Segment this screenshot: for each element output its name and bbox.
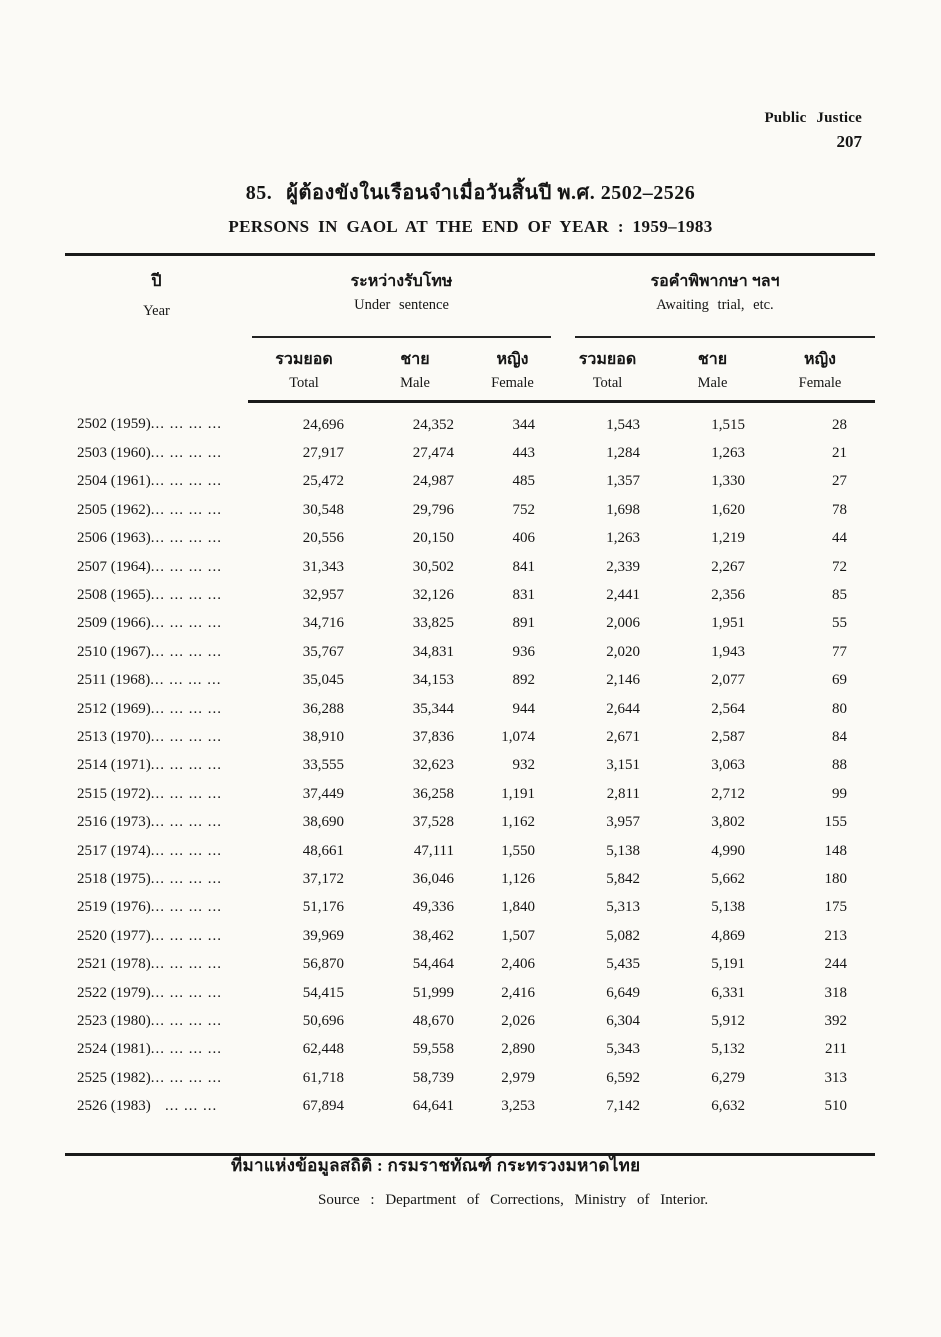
under-sentence-male-cell: 27,474 <box>412 444 454 461</box>
year-cell <box>65 1064 248 1092</box>
awaiting-trial-male-cell: 1,951 <box>711 615 745 632</box>
under-sentence-female-cell: 2,416 <box>501 984 535 1001</box>
table-row <box>65 695 875 723</box>
year-label: 2511 (1968) <box>77 672 151 689</box>
table-row <box>65 467 875 495</box>
awaiting-trial-female-cell: 28 <box>832 416 847 433</box>
subcolumn-header: ชาย Male <box>660 338 765 401</box>
year-label: 2509 (1966) <box>77 615 151 632</box>
awaiting-trial-female-cell: 84 <box>832 728 847 745</box>
table-row <box>65 581 875 609</box>
under-sentence-total-cell: 36,288 <box>302 700 344 717</box>
awaiting-trial-male-cell: 5,138 <box>711 899 745 916</box>
awaiting-trial-male-cell: 2,564 <box>711 700 745 717</box>
under-sentence-male-cell: 38,462 <box>412 927 454 944</box>
under-sentence-male-cell: 48,670 <box>412 1013 454 1030</box>
dot-leader: ... ... ... ... <box>150 984 222 1001</box>
year-label: 2506 (1963) <box>77 530 151 547</box>
awaiting-trial-total-cell: 2,671 <box>606 728 640 745</box>
year-cell <box>65 467 248 495</box>
dot-leader: ... ... ... ... <box>150 1069 222 1086</box>
awaiting-trial-female-cell: 318 <box>824 984 847 1001</box>
dot-leader: ... ... ... ... <box>150 871 222 887</box>
year-label: 2502 (1959) <box>77 415 151 432</box>
under-sentence-female-cell: 932 <box>512 757 535 774</box>
dot-leader: ... ... ... ... <box>150 899 222 916</box>
dot-leader: ... ... ... ... <box>150 444 222 461</box>
awaiting-trial-total-cell: 2,441 <box>606 586 640 603</box>
awaiting-trial-male-cell: 1,515 <box>711 416 745 433</box>
dot-leader: ... ... ... ... <box>150 728 222 745</box>
dot-leader: ... ... ... ... <box>150 415 222 432</box>
under-sentence-female-cell: 2,026 <box>501 1013 535 1030</box>
dot-leader: ... ... ... ... <box>150 785 222 802</box>
awaiting-trial-male-cell: 1,620 <box>711 501 745 518</box>
table-row <box>65 401 875 439</box>
awaiting-trial-female-cell: 27 <box>832 473 847 490</box>
year-cell <box>65 1092 248 1154</box>
awaiting-trial-male-cell: 5,662 <box>711 871 745 887</box>
year-label: 2503 (1960) <box>77 444 151 461</box>
under-sentence-total-cell: 30,548 <box>302 501 344 518</box>
under-sentence-total-cell: 50,696 <box>302 1013 344 1030</box>
awaiting-trial-total-cell: 5,138 <box>606 842 640 859</box>
table-row <box>65 638 875 666</box>
awaiting-trial-female-cell: 77 <box>832 643 847 660</box>
year-label: 2518 (1975) <box>77 871 151 887</box>
under-sentence-female-cell: 485 <box>512 473 535 490</box>
year-label: 2519 (1976) <box>77 899 151 916</box>
dot-leader: ... ... ... ... <box>150 757 222 774</box>
table-title-thai <box>0 176 941 208</box>
year-label: 2514 (1971) <box>77 757 151 774</box>
dot-leader: ... ... ... ... <box>150 700 222 717</box>
table-body <box>65 401 875 1154</box>
running-head <box>764 110 862 152</box>
under-sentence-female-cell: 344 <box>512 416 535 433</box>
group-header-awaiting-trial <box>555 255 875 339</box>
awaiting-trial-male-cell: 5,191 <box>711 956 745 973</box>
awaiting-trial-male-cell: 1,330 <box>711 473 745 490</box>
awaiting-trial-total-cell: 6,592 <box>606 1069 640 1086</box>
dot-leader: ... ... ... <box>150 1098 218 1115</box>
awaiting-trial-female-cell: 392 <box>824 1013 847 1030</box>
year-cell <box>65 609 248 637</box>
title-block <box>0 176 941 237</box>
awaiting-trial-male-cell: 6,279 <box>711 1069 745 1086</box>
year-cell <box>65 865 248 893</box>
year-label: 2504 (1961) <box>77 473 151 490</box>
awaiting-trial-male-cell: 3,063 <box>711 757 745 774</box>
awaiting-trial-total-cell: 7,142 <box>606 1098 640 1115</box>
under-sentence-total-cell: 24,696 <box>302 416 344 433</box>
awaiting-trial-female-cell: 213 <box>824 927 847 944</box>
under-sentence-male-cell: 36,046 <box>412 871 454 887</box>
group-header-under-sentence <box>248 255 555 339</box>
awaiting-trial-female-cell: 69 <box>832 672 847 689</box>
year-label: 2510 (1967) <box>77 643 151 660</box>
awaiting-trial-male-cell: 5,132 <box>711 1041 745 1058</box>
table-row <box>65 496 875 524</box>
year-column-header <box>65 255 248 402</box>
table-number: 85. <box>245 182 273 204</box>
awaiting-trial-total-cell: 2,644 <box>606 700 640 717</box>
under-sentence-male-cell: 35,344 <box>412 700 454 717</box>
awaiting-trial-male-cell: 2,587 <box>711 728 745 745</box>
under-sentence-total-cell: 56,870 <box>302 956 344 973</box>
year-cell <box>65 1035 248 1063</box>
under-sentence-female-cell: 443 <box>512 444 535 461</box>
table-row <box>65 1035 875 1063</box>
awaiting-trial-male-cell: 1,943 <box>711 643 745 660</box>
under-sentence-male-cell: 58,739 <box>412 1069 454 1086</box>
awaiting-trial-female-cell: 72 <box>832 558 847 575</box>
awaiting-trial-total-cell: 5,435 <box>606 956 640 973</box>
year-cell <box>65 666 248 694</box>
under-sentence-total-cell: 38,690 <box>302 814 344 831</box>
table-row <box>65 524 875 552</box>
year-cell <box>65 695 248 723</box>
under-sentence-female-cell: 2,406 <box>501 956 535 973</box>
under-sentence-male-cell: 49,336 <box>412 899 454 916</box>
awaiting-trial-male-cell: 5,912 <box>711 1013 745 1030</box>
dot-leader: ... ... ... ... <box>150 1013 222 1030</box>
year-label: 2508 (1965) <box>77 586 151 603</box>
table-row <box>65 979 875 1007</box>
awaiting-trial-male-cell: 6,632 <box>711 1098 745 1115</box>
section-label: Public Justice <box>764 110 862 126</box>
under-sentence-male-cell: 32,126 <box>412 586 454 603</box>
under-sentence-female-cell: 944 <box>512 700 535 717</box>
awaiting-trial-female-cell: 21 <box>832 444 847 461</box>
year-label: 2513 (1970) <box>77 728 151 745</box>
under-sentence-female-cell: 752 <box>512 501 535 518</box>
under-sentence-total-cell: 34,716 <box>302 615 344 632</box>
under-sentence-total-cell: 37,172 <box>302 871 344 887</box>
source-note-english: Source : Department of Corrections, Ministry of Interior. <box>318 1192 709 1208</box>
year-cell <box>65 979 248 1007</box>
under-sentence-total-cell: 39,969 <box>302 927 344 944</box>
awaiting-trial-female-cell: 99 <box>832 785 847 802</box>
dot-leader: ... ... ... ... <box>150 558 222 575</box>
awaiting-trial-total-cell: 2,006 <box>606 615 640 632</box>
dot-leader: ... ... ... ... <box>150 956 222 973</box>
awaiting-trial-total-cell: 5,313 <box>606 899 640 916</box>
dot-leader: ... ... ... ... <box>150 927 222 944</box>
under-sentence-male-cell: 33,825 <box>412 615 454 632</box>
under-sentence-female-cell: 1,126 <box>501 871 535 887</box>
year-label: 2524 (1981) <box>77 1041 151 1058</box>
awaiting-trial-male-cell: 2,356 <box>711 586 745 603</box>
awaiting-trial-total-cell: 1,284 <box>606 444 640 461</box>
awaiting-trial-male-cell: 2,267 <box>711 558 745 575</box>
under-sentence-male-cell: 34,153 <box>412 672 454 689</box>
year-cell <box>65 439 248 467</box>
awaiting-trial-total-cell: 3,151 <box>606 757 640 774</box>
awaiting-trial-female-cell: 180 <box>824 871 847 887</box>
under-sentence-male-cell: 24,987 <box>412 473 454 490</box>
source-note-thai: ที่มาแห่งข้อมูลสถิติ : กรมราชทัณฑ์ กระทรวงมหาดไทย <box>231 1156 641 1175</box>
dot-leader: ... ... ... ... <box>150 672 222 689</box>
under-sentence-male-cell: 20,150 <box>412 530 454 547</box>
year-cell <box>65 808 248 836</box>
year-label: 2526 (1983) <box>77 1098 151 1115</box>
dot-leader: ... ... ... ... <box>150 842 222 859</box>
under-sentence-female-cell: 1,550 <box>501 842 535 859</box>
under-sentence-female-cell: 841 <box>512 558 535 575</box>
year-cell <box>65 553 248 581</box>
year-label: 2520 (1977) <box>77 927 151 944</box>
year-label: 2525 (1982) <box>77 1069 151 1086</box>
table-row <box>65 808 875 836</box>
awaiting-trial-total-cell: 6,304 <box>606 1013 640 1030</box>
awaiting-trial-total-cell: 5,082 <box>606 927 640 944</box>
subcolumn-header: รวมยอด Total <box>555 338 660 401</box>
year-cell <box>65 950 248 978</box>
table-row <box>65 950 875 978</box>
under-sentence-female-cell: 1,840 <box>501 899 535 916</box>
year-label: 2512 (1969) <box>77 700 151 717</box>
year-label: 2505 (1962) <box>77 501 151 518</box>
under-sentence-total-cell: 62,448 <box>302 1041 344 1058</box>
under-sentence-male-cell: 29,796 <box>412 501 454 518</box>
under-sentence-male-cell: 54,464 <box>412 956 454 973</box>
under-sentence-total-cell: 61,718 <box>302 1069 344 1086</box>
under-sentence-total-cell: 20,556 <box>302 530 344 547</box>
under-sentence-female-cell: 1,191 <box>501 785 535 802</box>
table-row <box>65 893 875 921</box>
table-row <box>65 922 875 950</box>
awaiting-trial-female-cell: 313 <box>824 1069 847 1086</box>
dot-leader: ... ... ... ... <box>150 586 222 603</box>
awaiting-trial-total-cell: 2,146 <box>606 672 640 689</box>
year-cell <box>65 638 248 666</box>
under-sentence-male-cell: 30,502 <box>412 558 454 575</box>
dot-leader: ... ... ... ... <box>150 530 222 547</box>
awaiting-trial-female-cell: 148 <box>824 842 847 859</box>
awaiting-trial-male-cell: 1,263 <box>711 444 745 461</box>
awaiting-trial-female-cell: 44 <box>832 530 847 547</box>
table-row <box>65 1007 875 1035</box>
year-cell <box>65 837 248 865</box>
under-sentence-male-cell: 37,528 <box>412 814 454 831</box>
awaiting-trial-total-cell: 2,020 <box>606 643 640 660</box>
awaiting-trial-male-cell: 4,869 <box>711 927 745 944</box>
under-sentence-thai: ระหว่างรับโทษ <box>350 273 453 290</box>
table-title-thai-text: ผู้ต้องขังในเรือนจำเมื่อวันสิ้นปี พ.ศ. 2502–2526 <box>286 182 696 204</box>
table-row <box>65 1064 875 1092</box>
year-header-english: Year <box>143 303 170 319</box>
under-sentence-total-cell: 32,957 <box>302 586 344 603</box>
awaiting-trial-total-cell: 2,811 <box>606 785 640 802</box>
awaiting-trial-total-cell: 1,543 <box>606 416 640 433</box>
table-row <box>65 553 875 581</box>
year-cell <box>65 1007 248 1035</box>
under-sentence-female-cell: 936 <box>512 643 535 660</box>
under-sentence-english: Under sentence <box>354 297 449 313</box>
under-sentence-female-cell: 891 <box>512 615 535 632</box>
year-cell <box>65 723 248 751</box>
subcolumn-header: หญิง Female <box>470 338 555 401</box>
under-sentence-total-cell: 35,767 <box>302 643 344 660</box>
under-sentence-male-cell: 24,352 <box>412 416 454 433</box>
year-label: 2522 (1979) <box>77 984 151 1001</box>
table-header <box>65 255 875 402</box>
year-label: 2515 (1972) <box>77 785 151 802</box>
under-sentence-total-cell: 33,555 <box>302 757 344 774</box>
awaiting-trial-english: Awaiting trial, etc. <box>656 297 774 313</box>
awaiting-trial-total-cell: 1,357 <box>606 473 640 490</box>
awaiting-trial-female-cell: 55 <box>832 615 847 632</box>
year-label: 2523 (1980) <box>77 1013 151 1030</box>
under-sentence-male-cell: 37,836 <box>412 728 454 745</box>
under-sentence-total-cell: 35,045 <box>302 672 344 689</box>
table-row <box>65 609 875 637</box>
table-row <box>65 780 875 808</box>
year-cell <box>65 401 248 439</box>
year-cell <box>65 581 248 609</box>
under-sentence-total-cell: 31,343 <box>302 558 344 575</box>
awaiting-trial-total-cell: 2,339 <box>606 558 640 575</box>
year-header-thai: ปี <box>151 273 162 290</box>
subcolumn-header: ชาย Male <box>360 338 470 401</box>
under-sentence-total-cell: 67,894 <box>302 1098 344 1115</box>
under-sentence-male-cell: 36,258 <box>412 785 454 802</box>
awaiting-trial-female-cell: 175 <box>824 899 847 916</box>
under-sentence-female-cell: 1,074 <box>501 728 535 745</box>
awaiting-trial-male-cell: 3,802 <box>711 814 745 831</box>
awaiting-trial-female-cell: 244 <box>824 956 847 973</box>
table-title-english: PERSONS IN GAOL AT THE END OF YEAR : 1959–1983 <box>228 217 713 236</box>
under-sentence-total-cell: 51,176 <box>302 899 344 916</box>
subcolumn-header: หญิง Female <box>765 338 875 401</box>
table-row <box>65 439 875 467</box>
under-sentence-total-cell: 48,661 <box>302 842 344 859</box>
under-sentence-female-cell: 406 <box>512 530 535 547</box>
awaiting-trial-female-cell: 78 <box>832 501 847 518</box>
under-sentence-male-cell: 64,641 <box>412 1098 454 1115</box>
awaiting-trial-male-cell: 6,331 <box>711 984 745 1001</box>
under-sentence-female-cell: 3,253 <box>501 1098 535 1115</box>
under-sentence-female-cell: 1,507 <box>501 927 535 944</box>
dot-leader: ... ... ... ... <box>150 473 222 490</box>
dot-leader: ... ... ... ... <box>150 643 222 660</box>
year-cell <box>65 524 248 552</box>
dot-leader: ... ... ... ... <box>150 814 222 831</box>
statistics-table <box>65 253 875 1156</box>
year-cell <box>65 751 248 779</box>
under-sentence-male-cell: 51,999 <box>412 984 454 1001</box>
year-label: 2516 (1973) <box>77 814 151 831</box>
awaiting-trial-thai: รอคำพิพากษา ฯลฯ <box>650 273 780 290</box>
awaiting-trial-female-cell: 88 <box>832 757 847 774</box>
awaiting-trial-male-cell: 2,712 <box>711 785 745 802</box>
year-label: 2521 (1978) <box>77 956 151 973</box>
under-sentence-male-cell: 59,558 <box>412 1041 454 1058</box>
year-label: 2517 (1974) <box>77 842 151 859</box>
awaiting-trial-total-cell: 5,343 <box>606 1041 640 1058</box>
dot-leader: ... ... ... ... <box>150 615 222 632</box>
under-sentence-female-cell: 1,162 <box>501 814 535 831</box>
under-sentence-male-cell: 34,831 <box>412 643 454 660</box>
table-row <box>65 751 875 779</box>
under-sentence-total-cell: 27,917 <box>302 444 344 461</box>
under-sentence-female-cell: 892 <box>512 672 535 689</box>
awaiting-trial-female-cell: 80 <box>832 700 847 717</box>
table-row <box>65 865 875 893</box>
under-sentence-total-cell: 54,415 <box>302 984 344 1001</box>
dot-leader: ... ... ... ... <box>150 501 222 518</box>
awaiting-trial-male-cell: 2,077 <box>711 672 745 689</box>
table-row <box>65 723 875 751</box>
under-sentence-total-cell: 38,910 <box>302 728 344 745</box>
year-cell <box>65 922 248 950</box>
year-cell <box>65 780 248 808</box>
table-row <box>65 837 875 865</box>
under-sentence-female-cell: 831 <box>512 586 535 603</box>
year-cell <box>65 893 248 921</box>
awaiting-trial-total-cell: 1,263 <box>606 530 640 547</box>
under-sentence-male-cell: 47,111 <box>413 842 454 859</box>
awaiting-trial-total-cell: 6,649 <box>606 984 640 1001</box>
year-cell <box>65 496 248 524</box>
awaiting-trial-total-cell: 1,698 <box>606 501 640 518</box>
awaiting-trial-male-cell: 1,219 <box>711 530 745 547</box>
awaiting-trial-female-cell: 155 <box>824 814 847 831</box>
under-sentence-female-cell: 2,890 <box>501 1041 535 1058</box>
awaiting-trial-female-cell: 85 <box>832 586 847 603</box>
subcolumn-header: รวมยอด Total <box>248 338 360 401</box>
dot-leader: ... ... ... ... <box>150 1041 222 1058</box>
table-row <box>65 1092 875 1154</box>
awaiting-trial-female-cell: 510 <box>824 1098 847 1115</box>
under-sentence-total-cell: 37,449 <box>302 785 344 802</box>
awaiting-trial-female-cell: 211 <box>825 1041 847 1058</box>
year-label: 2507 (1964) <box>77 558 151 575</box>
under-sentence-female-cell: 2,979 <box>501 1069 535 1086</box>
under-sentence-total-cell: 25,472 <box>302 473 344 490</box>
awaiting-trial-total-cell: 5,842 <box>606 871 640 887</box>
under-sentence-male-cell: 32,623 <box>412 757 454 774</box>
awaiting-trial-total-cell: 3,957 <box>606 814 640 831</box>
page-number: 207 <box>836 132 862 151</box>
table-row <box>65 666 875 694</box>
awaiting-trial-male-cell: 4,990 <box>711 842 745 859</box>
